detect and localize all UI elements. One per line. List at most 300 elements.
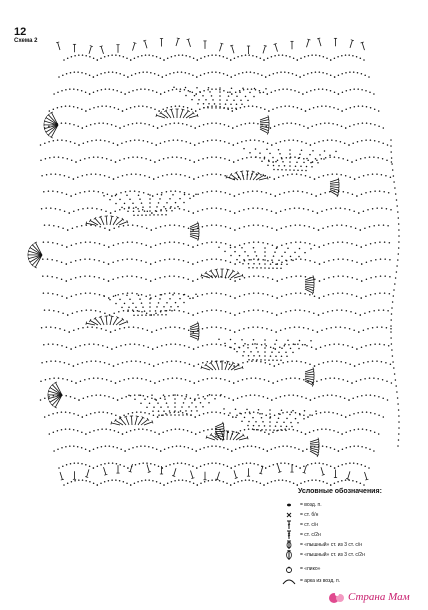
chain-stitch-mark [353,71,355,73]
chain-stitch-mark [116,463,118,465]
chain-stitch-mark [169,73,171,75]
chain-stitch-mark [147,396,149,398]
chain-stitch-mark [297,484,299,486]
chain-stitch-mark [85,92,87,94]
chain-stitch-mark [119,160,121,162]
chain-stitch-mark [174,402,176,404]
chain-stitch-mark [122,110,124,112]
chain-stitch-mark [349,126,351,128]
double-crochet-mark [261,466,263,474]
chain-stitch-mark [326,89,328,91]
chain-stitch-mark [271,351,273,353]
chain-stitch-mark [114,430,116,432]
chain-stitch-mark [228,126,230,128]
chain-stitch-mark [183,260,185,262]
chain-stitch-mark [391,313,393,315]
chain-stitch-mark [73,124,75,126]
chain-stitch-mark [373,93,375,95]
chain-stitch-mark [391,343,393,345]
chain-stitch-mark [219,480,221,482]
chain-stitch-mark [253,72,255,74]
chain-stitch-mark [324,192,326,194]
chain-stitch-mark [89,481,91,483]
chain-stitch-mark [152,195,154,197]
chain-stitch-mark [64,330,66,332]
chain-stitch-mark [390,209,392,211]
chain-stitch-mark [341,224,343,226]
chain-stitch-mark [202,311,204,313]
chain-stitch-mark [338,157,340,159]
chain-stitch-mark [233,99,235,101]
chain-stitch-mark [241,55,243,57]
chain-stitch-mark [297,140,299,142]
chain-stitch-mark [320,347,322,349]
chain-stitch-mark [305,175,307,177]
double-crochet-mark [130,464,132,472]
chain-stitch-mark [247,425,249,427]
chain-stitch-mark [56,277,58,279]
chain-stitch-mark [344,143,346,145]
chain-stitch-mark [281,379,283,381]
chain-stitch-mark [110,106,112,108]
chain-stitch-mark [387,144,389,146]
chain-stitch-mark [86,174,88,176]
chain-stitch-mark [178,310,180,312]
chain-stitch-mark [255,421,257,423]
chain-stitch-mark [200,75,202,77]
chain-stitch-mark [67,58,69,60]
chain-stitch-mark [337,56,339,58]
chain-stitch-mark [81,432,83,434]
chain-stitch-mark [345,175,347,177]
chain-stitch-mark [290,256,292,258]
chain-stitch-mark [367,328,369,330]
chain-stitch-mark [160,58,162,60]
chain-stitch-mark [127,211,129,213]
chain-stitch-mark [315,71,317,73]
chain-stitch-mark [393,175,395,177]
chain-stitch-mark [135,360,137,362]
chain-stitch-mark [302,450,304,452]
chain-stitch-mark [131,292,133,294]
chain-stitch-mark [335,395,337,397]
chain-stitch-mark [211,343,213,345]
chain-stitch-mark [174,414,176,416]
stitch-top-mark [259,473,262,474]
chain-stitch-mark [176,88,178,90]
chain-stitch-mark [64,211,66,213]
chain-stitch-mark [141,378,143,380]
chain-stitch-mark [260,174,262,176]
chain-stitch-mark [119,73,121,75]
stitch-fans-layer [86,109,339,457]
chain-stitch-mark [244,343,246,345]
chain-stitch-mark [103,245,105,247]
chain-stitch-mark [307,127,309,129]
chain-stitch-mark [269,425,271,427]
chain-stitch-mark [260,58,262,60]
chain-stitch-mark [155,245,157,247]
chain-stitch-mark [255,377,257,379]
stitch-top-mark [242,274,243,277]
chain-stitch-mark [383,191,385,193]
chain-stitch-mark [367,174,369,176]
chain-stitch-mark [164,293,166,295]
chain-stitch-mark [202,95,204,97]
chain-stitch-mark [75,161,77,163]
chain-stitch-mark [298,256,300,258]
chain-stitch-mark [341,464,343,466]
double-crochet-mark [247,171,248,180]
chain-stitch-mark [133,207,135,209]
chain-stitch-mark [103,195,105,197]
chain-stitch-mark [267,143,269,145]
chain-stitch-mark [117,277,119,279]
chain-stitch-mark [139,298,141,300]
chain-stitch-mark [306,449,308,451]
chain-stitch-mark [149,294,151,296]
chain-stitch-mark [242,263,244,265]
chain-stitch-mark [49,157,51,159]
chain-stitch-mark [177,71,179,73]
chain-stitch-mark [124,93,126,95]
chain-stitch-mark [318,246,320,248]
chain-stitch-mark [169,198,171,200]
chain-stitch-mark [215,105,217,107]
chain-stitch-mark [196,87,198,89]
chain-stitch-mark [329,429,331,431]
chain-stitch-mark [197,313,199,315]
chain-stitch-mark [195,110,197,112]
chain-stitch-mark [91,207,93,209]
chain-stitch-mark [294,90,296,92]
chain-stitch-mark [96,208,98,210]
chain-stitch-mark [100,464,102,466]
chain-stitch-mark [139,198,141,200]
double-crochet-mark [305,285,314,286]
chain-stitch-mark [115,303,117,305]
chain-stitch-mark [309,243,311,245]
chain-stitch-mark [184,398,186,400]
chain-stitch-mark [378,396,380,398]
chain-stitch-mark [91,326,93,328]
chain-stitch-mark [287,174,289,176]
chain-stitch-mark [163,59,165,61]
chain-stitch-mark [110,381,112,383]
chain-stitch-mark [303,208,305,210]
stitch-top-mark [177,38,180,39]
chain-stitch-mark [165,314,167,316]
chain-stitch-mark [66,464,68,466]
chain-stitch-mark [327,311,329,313]
chain-stitch-mark [231,107,233,109]
chain-stitch-mark [244,277,246,279]
chain-stitch-mark [392,169,394,171]
chain-stitch-mark [292,352,294,354]
chain-stitch-mark [62,157,64,159]
stitch-top-mark [235,478,238,479]
chain-stitch-mark [229,160,231,162]
chain-stitch-mark [219,106,221,108]
chain-stitch-mark [343,344,345,346]
chain-stitch-mark [151,229,153,231]
chain-stitch-mark [286,277,288,279]
chain-stitch-mark [398,247,400,249]
chain-stitch-mark [332,310,334,312]
stitch-top-mark [314,286,315,289]
chain-stitch-mark [233,399,235,401]
chain-stitch-mark [294,326,296,328]
chain-stitch-mark [327,174,329,176]
chain-stitch-mark [239,245,241,247]
chain-stitch-mark [378,126,380,128]
chain-stitch-mark [310,248,312,250]
chain-stitch-mark [312,150,314,152]
chain-stitch-mark [109,88,111,90]
chain-stitch-mark [77,126,79,128]
chain-stitch-mark [171,360,173,362]
chain-stitch-mark [215,445,217,447]
chain-stitch-mark [113,313,115,315]
double-crochet-mark [321,467,323,475]
chain-stitch-mark [156,56,158,58]
chain-stitch-mark [75,294,77,296]
chain-stitch-mark [244,243,246,245]
chain-stitch-mark [134,139,136,141]
chain-stitch-mark [149,364,151,366]
chain-stitch-mark [338,378,340,380]
chain-stitch-mark [183,429,185,431]
chain-stitch-mark [318,314,320,316]
chain-stitch-mark [245,140,247,142]
chain-stitch-mark [145,214,147,216]
chain-stitch-mark [202,406,204,408]
chain-stitch-mark [373,225,375,227]
stitch-top-mark [215,269,218,270]
chain-stitch-mark [66,347,68,349]
chain-stitch-mark [257,123,259,125]
chain-stitch-mark [316,381,318,383]
chain-stitch-mark [242,463,244,465]
chain-stitch-mark [93,467,95,469]
chain-stitch-mark [96,327,98,329]
chain-stitch-mark [234,331,236,333]
chain-stitch-mark [321,105,323,107]
chain-stitch-mark [248,242,250,244]
chain-stitch-mark [85,241,87,243]
chain-stitch-mark [378,309,380,311]
chain-stitch-mark [167,406,169,408]
chain-stitch-mark [264,351,266,353]
chain-stitch-mark [389,242,391,244]
chain-stitch-mark [142,462,144,464]
stitch-top-mark [201,274,202,277]
chain-stitch-mark [264,425,266,427]
chain-stitch-mark [249,413,251,415]
chain-stitch-mark [189,177,191,179]
chain-stitch-mark [216,343,218,345]
chain-stitch-mark [234,58,236,60]
chain-stitch-mark [247,344,249,346]
chain-stitch-mark [74,462,76,464]
chain-stitch-mark [171,310,173,312]
chain-stitch-mark [127,224,129,226]
chain-stitch-mark [137,327,139,329]
chain-stitch-mark [229,91,231,93]
chain-stitch-mark [341,55,343,57]
chain-stitch-mark [365,90,367,92]
stitch-top-mark [111,216,114,217]
chain-stitch-mark [158,466,160,468]
chain-stitch-mark [309,177,311,179]
chain-stitch-mark [128,449,130,451]
chain-stitch-mark [132,303,134,305]
chain-stitch-mark [232,416,234,418]
chain-stitch-mark [379,343,381,345]
chain-stitch-mark [352,260,354,262]
chain-stitch-mark [162,432,164,434]
double-crochet-mark [250,172,253,180]
chain-stitch-mark [72,228,74,230]
chain-stitch-mark [299,124,301,126]
chain-stitch-mark [161,126,163,128]
chain-stitch-mark [179,428,181,430]
chain-stitch-mark [271,330,273,332]
chain-stitch-mark [220,157,222,159]
chain-stitch-mark [382,158,384,160]
chain-stitch-mark [284,252,286,254]
chain-stitch-mark [141,302,143,304]
chain-stitch-mark [175,202,177,204]
chain-stitch-mark [94,123,96,125]
chain-stitch-mark [248,479,250,481]
chain-stitch-mark [338,258,340,260]
chain-stitch-mark [116,90,118,92]
chain-stitch-mark [131,173,133,175]
chain-stitch-mark [77,71,79,73]
chain-stitch-mark [291,426,293,428]
chain-stitch-mark [53,109,55,111]
chain-stitch-mark [294,156,296,158]
chain-stitch-mark [163,379,165,381]
chain-stitch-mark [169,412,171,414]
chain-stitch-mark [280,462,282,464]
chain-stitch-mark [84,379,86,381]
chain-stitch-mark [347,160,349,162]
chain-stitch-mark [135,464,137,466]
chain-stitch-mark [142,105,144,107]
chain-stitch-mark [268,267,270,269]
chain-stitch-mark [241,421,243,423]
chain-stitch-mark [211,326,213,328]
chain-stitch-mark [166,414,168,416]
chain-stitch-mark [70,463,72,465]
chain-stitch-mark [120,449,122,451]
chain-stitch-mark [174,207,176,209]
chain-stitch-mark [234,263,236,265]
chain-stitch-mark [45,207,47,209]
chain-stitch-mark [280,359,282,361]
chain-stitch-mark [219,55,221,57]
chain-stitch-mark [208,87,210,89]
double-crochet-mark [201,367,210,370]
chain-stitch-mark [333,430,335,432]
chain-stitch-mark [51,259,53,261]
chain-stitch-mark [46,174,48,176]
chain-stitch-mark [107,194,109,196]
chain-stitch-mark [252,428,254,430]
chain-stitch-mark [350,430,352,432]
chain-stitch-mark [301,109,303,111]
chain-stitch-mark [99,311,101,313]
chain-stitch-mark [194,398,196,400]
chain-stitch-mark [168,140,170,142]
chain-stitch-mark [126,258,128,260]
double-crochet-mark [189,116,198,119]
chain-stitch-mark [288,344,290,346]
chain-stitch-mark [94,293,96,295]
chain-stitch-mark [268,161,270,163]
chain-stitch-mark [134,58,136,60]
chain-stitch-mark [304,410,306,412]
chain-stitch-mark [284,344,286,346]
chain-stitch-mark [79,345,81,347]
chain-stitch-mark [305,276,307,278]
chain-stitch-mark [211,224,213,226]
chain-stitch-mark [195,294,197,296]
chain-stitch-mark [153,178,155,180]
chain-stitch-mark [86,361,88,363]
chain-stitch-mark [203,103,205,105]
chain-stitch-mark [360,297,362,299]
chain-stitch-mark [203,430,205,432]
chain-stitch-mark [397,259,399,261]
chain-stitch-mark [323,245,325,247]
chain-stitch-mark [220,412,222,414]
chain-stitch-mark [145,245,147,247]
chain-stitch-mark [138,194,140,196]
chain-stitch-mark [248,359,250,361]
chain-stitch-mark [224,396,226,398]
legend-row-tr [266,530,406,540]
chain-stitch-mark [197,262,199,264]
chain-stitch-mark [340,361,342,363]
chain-stitch-mark [68,212,70,214]
chain-stitch-mark [104,56,106,58]
chain-stitch-mark [272,267,274,269]
chain-stitch-mark [198,143,200,145]
stitch-top-mark [170,109,173,110]
chain-stitch-mark [66,297,68,299]
chain-stitch-mark [236,259,238,261]
chain-stitch-mark [246,378,248,380]
chain-stitch-mark [165,327,167,329]
chain-stitch-mark [298,92,300,94]
chain-stitch-mark [208,72,210,74]
chain-stitch-mark [256,173,258,175]
chain-stitch-mark [276,463,278,465]
chain-stitch-mark [337,124,339,126]
chain-stitch-mark [276,314,278,316]
chain-stitch-mark [251,360,253,362]
double-crochet-mark [126,417,129,425]
chain-stitch-mark [163,306,165,308]
chain-stitch-mark [151,143,153,145]
chain-stitch-mark [132,123,134,125]
chain-stitch-mark [248,225,250,227]
chain-stitch-mark [67,483,69,485]
chain-stitch-mark [66,246,68,248]
